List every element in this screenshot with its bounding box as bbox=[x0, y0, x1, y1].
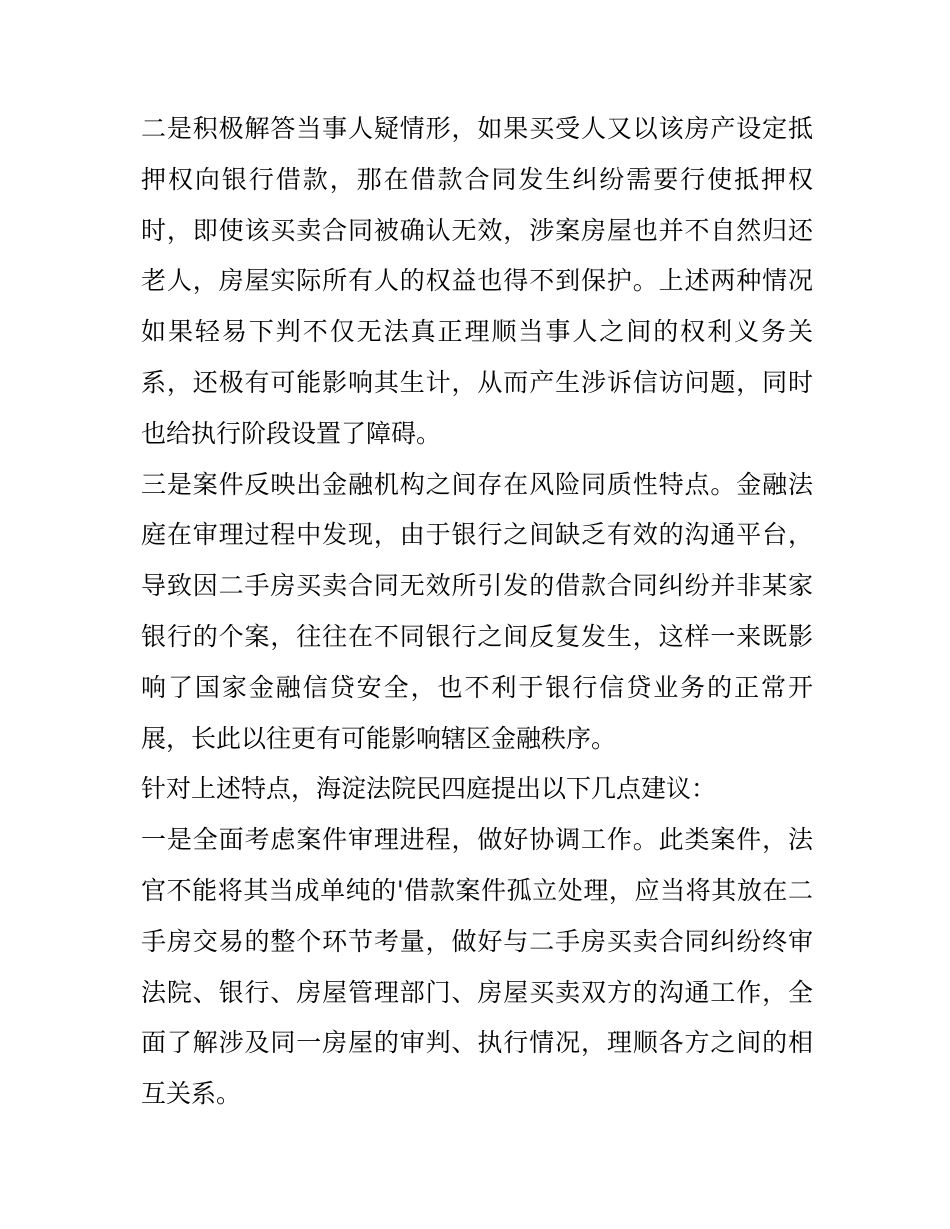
document-body bbox=[141, 104, 813, 1120]
paragraph-suggestion-1: 一是全面考虑案件审理进程，做好协调工作。此类案件，法官不能将其当成单纯的'借款案件孤立处理，应当将其放在二手房交易的整个环节考量，做好与二手房买卖合同纠纷终审法院、银行、房屋管理部门、房屋买卖双方的沟通工作，全面了解涉及同一房屋的审判、执行情况，理顺各方之间的相互关系。 bbox=[141, 825, 813, 1109]
paragraph-2: 二是积极解答当事人疑情形，如果买受人又以该房产设定抵押权向银行借款，那在借款合同发生纠纷需要行使抵押权时，即使该买卖合同被确认无效，涉案房屋也并不自然归还老人，房屋实际所有人的权益也得不到保护。上述两种情况如果轻易下判不仅无法真正理顺当事人之间的权利义务关系，还极有可能影响其生计，从而产生涉诉信访问题，同时也给执行阶段设置了障碍。 bbox=[141, 114, 813, 448]
paragraph-3: 三是案件反映出金融机构之间存在风险同质性特点。金融法庭在审理过程中发现，由于银行之间缺乏有效的沟通平台，导致因二手房买卖合同无效所引发的借款合同纠纷并非某家银行的个案，往往在不同银行之间反复发生，这样一来既影响了国家金融信贷安全，也不利于银行信贷业务的正常开展，长此以往更有可能影响辖区金融秩序。 bbox=[141, 469, 813, 753]
paragraph-suggestions-intro: 针对上述特点，海淀法院民四庭提出以下几点建议： bbox=[141, 774, 717, 804]
